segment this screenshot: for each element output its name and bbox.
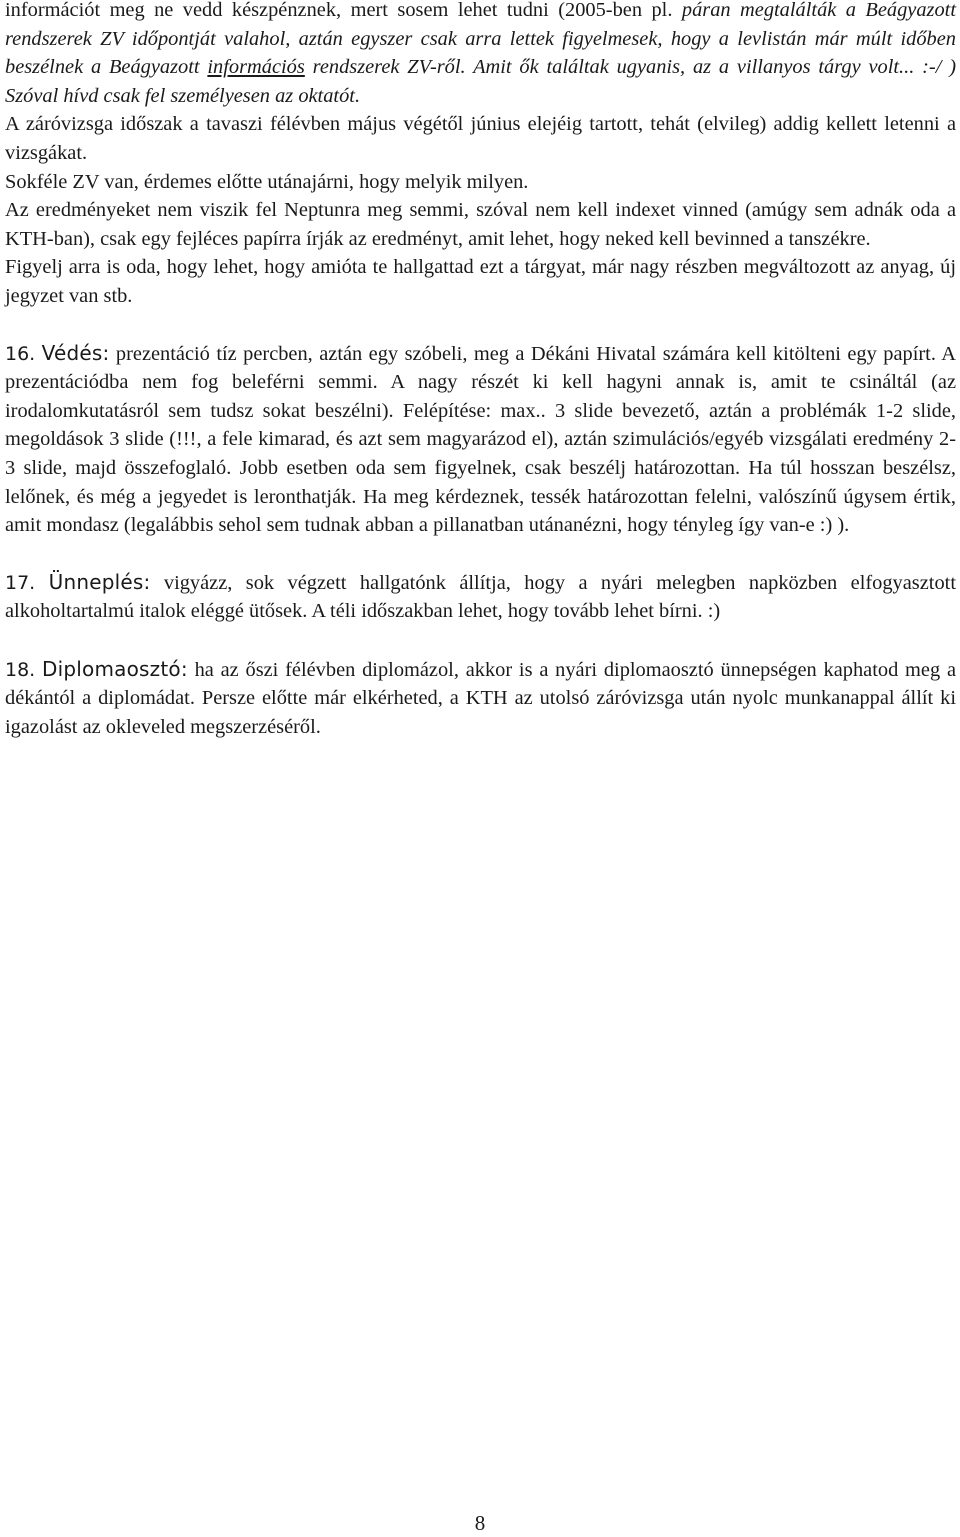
underlined-word: információs (207, 56, 305, 79)
section-body: ha az őszi félévben diplomázol, akkor is a nyári diplomaosztó ünnepségen kaphatod meg a dékántól a diplomádat. Persze előtte már elkérheted, a KTH az utolsó záróvizsga után nyolc munkanappal állít ki igazolást az okleveled megszerzéséről. (5, 658, 956, 739)
section-number: 16. (5, 342, 36, 365)
intro-text: információt meg ne vedd készpénznek, mert sosem lehet tudni (2005-ben pl. (5, 0, 682, 21)
page-number: 8 (474, 1511, 486, 1535)
paragraph-results: Az eredményeket nem viszik fel Neptunra meg semmi, szóval nem kell indexet vinned (amúgy sem adnák oda a KTH-ban), csak egy fejléces papírra írják az eredményt, amit lehet, hogy neked kell bevinned a tanszékre. (5, 199, 956, 250)
intro-italic-text-end: rendszerek ZV-ről. Amit ők találtak ugyanis, az a villanyos tárgy volt... :-/ ) Szóval hívd csak fel személyesen az oktatót. (5, 56, 956, 107)
section-heading: Diplomaosztó: (42, 656, 188, 681)
paragraph-intro-note (5, 0, 956, 110)
paragraph-exam-period: A záróvizsga időszak a tavaszi félévben május végétől június elejéig tartott, tehát (elvileg) addig kellett letenni a vizsgákat. (5, 113, 956, 164)
intro-italic-text: páran megtalálták a Beágyazott rendszerek ZV időpontját valahol, aztán egyszer csak arra lettek figyelmesek, hogy a levlistán már múlt időben beszélnek a Beágyazott (5, 0, 957, 79)
section-heading: Védés: (41, 340, 110, 365)
section-body: vigyázz, sok végzett hallgatónk állítja, hogy a nyári melegben napközben elfogyasztott alkoholtartalmú italok eléggé ütősek. A téli időszakban lehet, hogy tovább lehet bírni. :) (5, 571, 956, 623)
paragraph-exam-types: Sokféle ZV van, érdemes előtte utánajárni, hogy melyik milyen. (5, 170, 529, 193)
section-17-celebration (5, 568, 956, 626)
section-16-defense (5, 339, 956, 540)
paragraph-changed-material: Figyelj arra is oda, hogy lehet, hogy amióta te hallgattad ezt a tárgyat, már nagy részben megváltozott az anyag, új jegyzet van stb. (5, 256, 956, 307)
section-heading: Ünneplés: (48, 569, 151, 594)
section-18-graduation (5, 655, 956, 742)
document-page (5, 0, 956, 742)
section-body: prezentáció tíz percben, aztán egy szóbeli, meg a Dékáni Hivatal számára kell kitölteni egy papírt. A prezentációdba nem fog beleférni semmi. A nagy részét ki kell hagyni annak is, amit te csináltál (az irodalomkutatásról sem tudsz sokat beszélni). Felépítése: max.. 3 slide bevezető, aztán a problémák 1-2 slide, megoldások 3 slide (!!!, a fele kimarad, és azt sem magyarázod el), aztán szimulációs/egyéb vizsgálati eredmény 2-3 slide, majd összefoglaló. Jobb esetben oda sem figyelnek, csak beszélj határozottan. Ha túl hosszan beszélsz, lelőnek, és még a jegyedet is leronthatják. Ha meg kérdeznek, tessék határozottan felelni, valószínű úgysem értik, amit mondasz (legalábbis sehol sem tudnak abban a pillanatban utánanézni, hogy tényleg így van-e :) ). (5, 342, 956, 537)
section-number: 17. (5, 571, 36, 594)
section-number: 18. (5, 658, 36, 681)
